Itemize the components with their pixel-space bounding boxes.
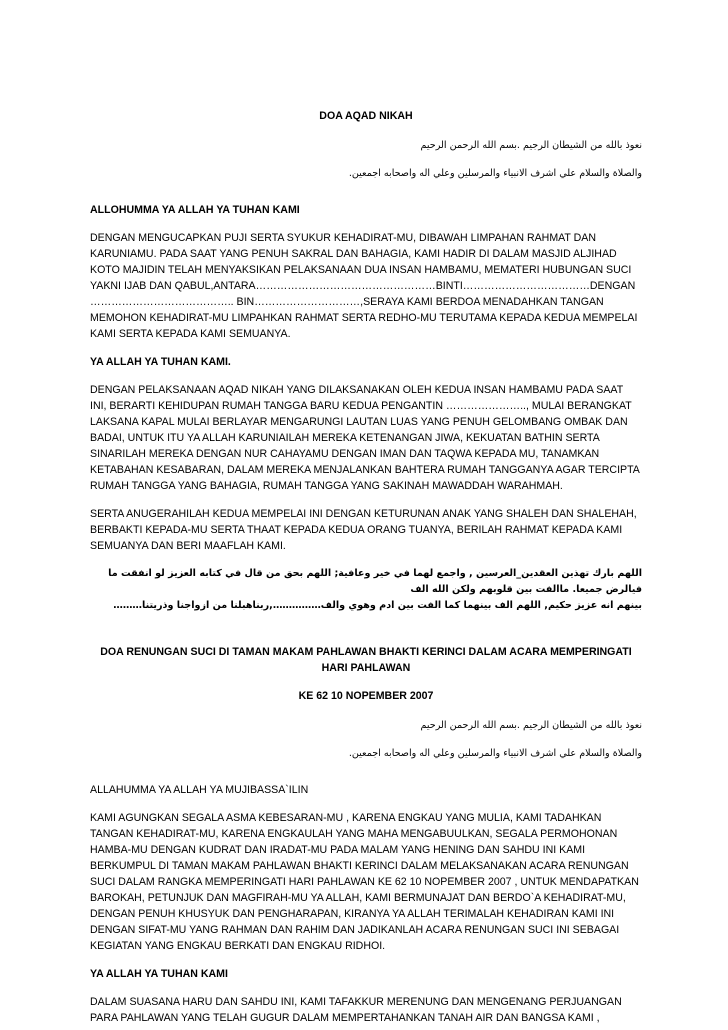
arabic-basmalah-2: نعوذ بالله من الشيطان الرجيم .بسم الله الرحمن الرحيم xyxy=(420,720,642,731)
section2-title-line-1: DOA RENUNGAN SUCI DI TAMAN MAKAM PAHLAWAN BHAKTI KERINCI DALAM ACARA MEMPERINGATI xyxy=(100,646,632,658)
paragraph-3: SERTA ANUGERAHILAH KEDUA MEMPELAI INI DENGAN KETURUNAN ANAK YANG SHALEH DAN SHALEHAH, BERBAKTI KEPADA-MU SERTA THAAT KEPADA KEDUA ORANG TUANYA, BERILAH RAHMAT KEPADA KAMI SEMUANYA DAN BERI MAAFLAH KAMI. xyxy=(90,508,637,552)
paragraph-4: KAMI AGUNGKAN SEGALA ASMA KEBESARAN-MU , KARENA ENGKAU YANG MULIA, KAMI TADAHKAN TANGAN KEHADIRAT-MU, KARENA ENGKAULAH YANG MAHA MENGABUULKAN, SEGALA PERMOHONAN HAMBA-MU DENGAN KUDRAT DAN IRADAT-MU PADA MALAM YANG HENING DAN SAHDU INI KAMI BERKUMPUL DI TAMAN MAKAM PAHLAWAN BHAKTI KERINCI DALAM MELAKSANAKAN ACARA RENUNGAN SUCI DALAM RANGKA MEMPERINGATI HARI PAHLAWAN KE 62 10 NOPEMBER 2007 , UNTUK MENDAPATKAN BAROKAH, PETUNJUK DAN MAGFIRAH-MU YA ALLAH, KAMI BERMUNAJAT DAN BERDO`A KEHADIRAT-MU, DENGAN PENUH KHUSYUK DAN PENGHARAPAN, KIRANYA YA ALLAH TERIMALAH KEHADIRAN KAMI INI DENGAN SIFAT-MU YANG RAHMAN DAN RAHIM DAN JADIKANLAH ACARA RENUNGAN SUCI INI SEBAGAI KEGIATAN YANG ENGKAU BERKATI DAN ENGKAU RIDHOI. xyxy=(90,812,639,952)
invocation-heading: ALLOHUMMA YA ALLAH YA TUHAN KAMI xyxy=(90,204,300,216)
section-heading-2: YA ALLAH YA TUHAN KAMI. xyxy=(90,356,231,368)
paragraph-1: DENGAN MENGUCAPKAN PUJI SERTA SYUKUR KEHADIRAT-MU, DIBAWAH LIMPAHAN RAHMAT DAN KARUNIAMU. PADA SAAT YANG PENUH SAKRAL DAN BAHAGIA, KAMI HADIR DI DALAM MASJID ALJIHAD KOTO MAJIDIN TELAH MENYAKSIKAN PELAKSANAAN DUA INSAN HAMBAMU, MEMATERI HUBUNGAN SUCI YAKNI IJAB DAN QABUL,ANTARA……………………………………………BINTI………………………………DENGAN ………………………………….. BIN…………………………,SERAYA KAMI BERDOA MENADAHKAN TANGAN MEMOHON KEHADIRAT-MU LIMPAHKAN RAHMAT SERTA REDHO-MU TERUTAMA KEPADA KEDUA MEMPELAI KAMI SERTA KEPADA KAMI SEMUANYA. xyxy=(90,232,638,340)
arabic-doa-line-2: بينهم انه عزيز حكيم, اللهم الف بينهما كما الفت بين ادم وهوي والف……………,ربناهبلنا من ازواجنا وذريتنا……… xyxy=(113,600,642,611)
document-body xyxy=(90,108,642,1026)
section-heading-3: YA ALLAH YA TUHAN KAMI xyxy=(90,968,228,980)
invocation-2: ALLAHUMMA YA ALLAH YA MUJIBASSA`ILIN xyxy=(90,784,309,796)
section1-title: DOA AQAD NIKAH xyxy=(319,110,413,122)
section2-title-line-2: HARI PAHLAWAN xyxy=(321,662,411,674)
paragraph-2: DENGAN PELAKSANAAN AQAD NIKAH YANG DILAKSANAKAN OLEH KEDUA INSAN HAMBAMU PADA SAAT INI, BERARTI KEHIDUPAN RUMAH TANGGA BARU KEDUA PENGANTIN ………………….., MULAI BERANGKAT LAKSANA KAPAL MULAI BERLAYAR MENGARUNGI LAUTAN LUAS YANG PENUH GELOMBANG OMBAK DAN BADAI, UNTUK ITU YA ALLAH KARUNIAILAH MEREKA KETENANGAN JIWA, KEKUATAN BATHIN SERTA SINARILAH MEREKA DENGAN NUR CAHAYAMU DENGAN IMAN DAN TAQWA KEPADA MU, TANAMKAN KETABAHAN KESABARAN, DALAM MEREKA MENJALANKAN BAHTERA RUMAH TANGGANYA AGAR TERCIPTA RUMAH TANGGA YANG BAHAGIA, RUMAH TANGGA YANG SAKINAH MAWADDAH WARAHMAH. xyxy=(90,384,640,492)
paragraph-5: DALAM SUASANA HARU DAN SAHDU INI, KAMI TAFAKKUR MERENUNG DAN MENGENANG PERJUANGAN PARA PAHLAWAN YANG TELAH GUGUR DALAM MEMPERTAHANKAN TANAH AIR DAN BANGSA KAMI , xyxy=(90,996,622,1024)
arabic-doa-line-1: اللهم بارك تهذين العقدين_العرسين , واجمع لهما في خير وعافية; اللهم بحق من قال في كتابه العزيز لو انفقت ما فيالرض جميعا. ماالفت بين قلوبهم ولكن الله الف xyxy=(108,568,642,595)
arabic-basmalah: نعوذ بالله من الشيطان الرجيم .بسم الله الرحمن الرحيم xyxy=(420,140,642,151)
arabic-salawat-2: والصلاة والسلام علي اشرف الانبياء والمرسلين وعلي اله واصحابه اجمعين. xyxy=(348,748,642,759)
section2-subtitle: KE 62 10 NOPEMBER 2007 xyxy=(298,690,434,702)
arabic-salawat: والصلاة والسلام علي اشرف الانبياء والمرسلين وعلي اله واصحابه اجمعين. xyxy=(348,168,642,179)
